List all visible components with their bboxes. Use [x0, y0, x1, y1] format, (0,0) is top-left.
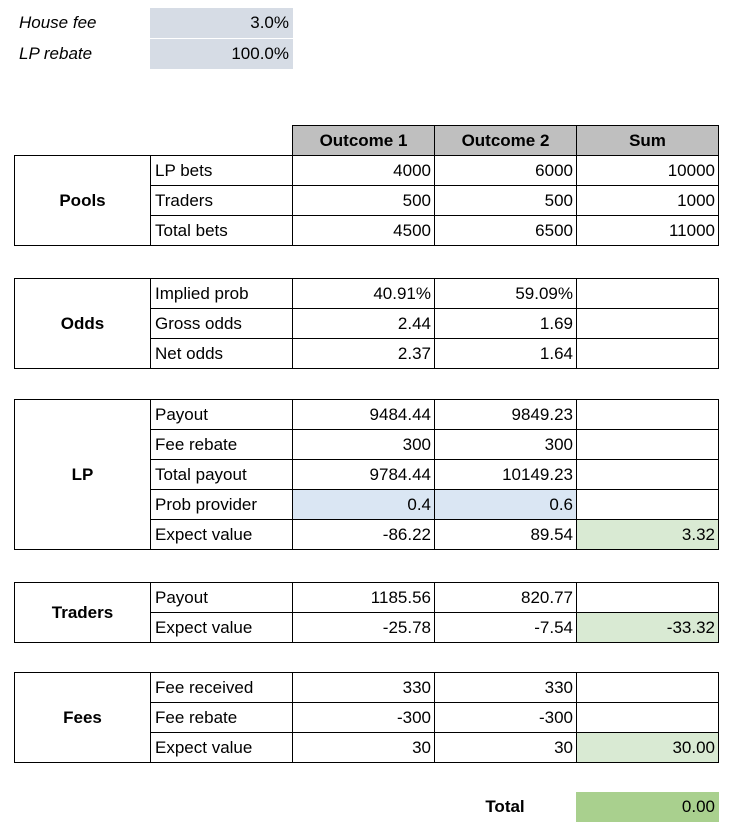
- house-fee-cell[interactable]: 3.0%: [150, 8, 293, 38]
- lp-rebate-cell[interactable]: 100.0%: [150, 39, 293, 69]
- section-title-traders[interactable]: Traders: [15, 583, 151, 643]
- cell-outcome-1[interactable]: 4500: [293, 216, 435, 246]
- row-label[interactable]: Prob provider: [151, 490, 293, 520]
- cell-outcome-2[interactable]: 6500: [435, 216, 577, 246]
- lp-expect-value-sum[interactable]: 3.32: [577, 520, 719, 550]
- cell-sum[interactable]: [577, 673, 719, 703]
- traders-table: [14, 582, 719, 643]
- header-sum[interactable]: Sum: [577, 126, 719, 156]
- lp-table: [14, 399, 719, 550]
- cell-outcome-1[interactable]: 2.37: [293, 339, 435, 369]
- odds-table: [14, 278, 719, 369]
- cell-outcome-2[interactable]: -7.54: [435, 613, 577, 643]
- row-label[interactable]: Traders: [151, 186, 293, 216]
- cell-outcome-1[interactable]: 9484.44: [293, 400, 435, 430]
- cell-outcome-2[interactable]: 820.77: [435, 583, 577, 613]
- cell-outcome-2[interactable]: 30: [435, 733, 577, 763]
- cell-outcome-2[interactable]: -300: [435, 703, 577, 733]
- cell-outcome-2[interactable]: 6000: [435, 156, 577, 186]
- row-label[interactable]: Gross odds: [151, 309, 293, 339]
- header-outcome-2[interactable]: Outcome 2: [435, 126, 577, 156]
- cell-outcome-1[interactable]: 40.91%: [293, 279, 435, 309]
- section-title-odds[interactable]: Odds: [15, 279, 151, 369]
- cell-outcome-1[interactable]: 4000: [293, 156, 435, 186]
- row-label[interactable]: Fee rebate: [151, 430, 293, 460]
- cell-outcome-2[interactable]: 300: [435, 430, 577, 460]
- row-label[interactable]: LP bets: [151, 156, 293, 186]
- cell-outcome-1[interactable]: 330: [293, 673, 435, 703]
- cell-outcome-1[interactable]: 30: [293, 733, 435, 763]
- section-title-lp[interactable]: LP: [15, 400, 151, 550]
- cell-sum[interactable]: [577, 430, 719, 460]
- row-label[interactable]: Implied prob: [151, 279, 293, 309]
- cell-sum[interactable]: [577, 703, 719, 733]
- cell-outcome-1[interactable]: 1185.56: [293, 583, 435, 613]
- cell-outcome-2[interactable]: 1.69: [435, 309, 577, 339]
- cell-sum[interactable]: 1000: [577, 186, 719, 216]
- total-value-cell[interactable]: 0.00: [576, 792, 719, 822]
- header-outcome-1[interactable]: Outcome 1: [293, 126, 435, 156]
- section-title-pools[interactable]: Pools: [15, 156, 151, 246]
- cell-sum[interactable]: [577, 279, 719, 309]
- traders-expect-value-sum[interactable]: -33.32: [577, 613, 719, 643]
- row-label[interactable]: Total bets: [151, 216, 293, 246]
- cell-sum[interactable]: [577, 583, 719, 613]
- cell-outcome-2[interactable]: 89.54: [435, 520, 577, 550]
- cell-sum[interactable]: [577, 339, 719, 369]
- row-label[interactable]: Payout: [151, 583, 293, 613]
- fees-table: [14, 672, 719, 763]
- cell-sum[interactable]: [577, 400, 719, 430]
- row-label[interactable]: Total payout: [151, 460, 293, 490]
- cell-outcome-2[interactable]: 59.09%: [435, 279, 577, 309]
- cell-outcome-1[interactable]: -25.78: [293, 613, 435, 643]
- cell-sum[interactable]: [577, 490, 719, 520]
- section-title-fees[interactable]: Fees: [15, 673, 151, 763]
- cell-outcome-2[interactable]: 9849.23: [435, 400, 577, 430]
- cell-sum[interactable]: 10000: [577, 156, 719, 186]
- blank-header-cell: [151, 126, 293, 156]
- row-label[interactable]: Expect value: [151, 733, 293, 763]
- row-label[interactable]: Fee rebate: [151, 703, 293, 733]
- blank-header-cell: [15, 126, 151, 156]
- cell-sum[interactable]: 11000: [577, 216, 719, 246]
- cell-sum[interactable]: [577, 309, 719, 339]
- row-label[interactable]: Expect value: [151, 613, 293, 643]
- house-fee-label: House fee: [19, 13, 97, 32]
- cell-outcome-1[interactable]: -300: [293, 703, 435, 733]
- fees-expect-value-sum[interactable]: 30.00: [577, 733, 719, 763]
- row-label[interactable]: Net odds: [151, 339, 293, 369]
- total-label: Total: [485, 797, 525, 816]
- cell-outcome-1[interactable]: 500: [293, 186, 435, 216]
- row-label[interactable]: Expect value: [151, 520, 293, 550]
- cell-sum[interactable]: [577, 460, 719, 490]
- cell-outcome-2[interactable]: 500: [435, 186, 577, 216]
- cell-outcome-2[interactable]: 10149.23: [435, 460, 577, 490]
- cell-outcome-1[interactable]: 2.44: [293, 309, 435, 339]
- cell-outcome-2[interactable]: 330: [435, 673, 577, 703]
- cell-outcome-1[interactable]: 9784.44: [293, 460, 435, 490]
- row-label[interactable]: Payout: [151, 400, 293, 430]
- lp-rebate-label: LP rebate: [19, 44, 93, 63]
- pools-table: [14, 125, 719, 246]
- cell-outcome-1[interactable]: 300: [293, 430, 435, 460]
- prob-provider-input-1[interactable]: 0.4: [293, 490, 435, 520]
- prob-provider-input-2[interactable]: 0.6: [435, 490, 577, 520]
- row-label[interactable]: Fee received: [151, 673, 293, 703]
- cell-outcome-2[interactable]: 1.64: [435, 339, 577, 369]
- cell-outcome-1[interactable]: -86.22: [293, 520, 435, 550]
